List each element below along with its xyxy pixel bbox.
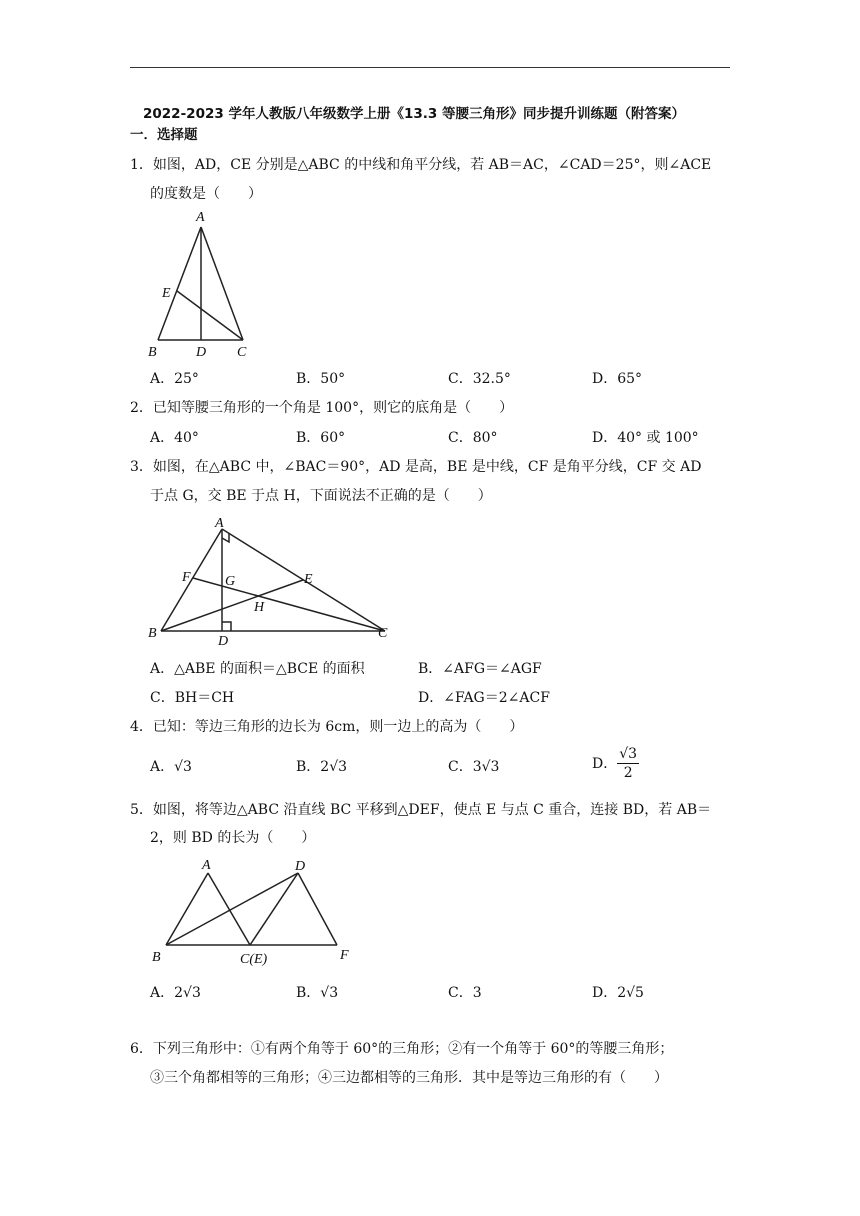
q3-right-angle-d bbox=[222, 622, 231, 631]
q1-option-d: D．65° bbox=[592, 371, 643, 387]
q5-option-c: C．3 bbox=[448, 985, 482, 1001]
q2-option-a: A．40° bbox=[150, 430, 199, 446]
fraction-numerator: √3 bbox=[619, 746, 638, 762]
q4-option-d-letter: D． bbox=[592, 755, 618, 772]
q6-stem-line1: 6．下列三角形中：①有两个角等于 60°的三角形；②有一个角等于 60°的等腰三角形； bbox=[130, 1041, 674, 1057]
q3-option-d: D．∠FAG＝2∠ACF bbox=[418, 690, 550, 706]
q3-figure bbox=[140, 512, 410, 652]
q1-stem-line2: 的度数是（ ） bbox=[150, 186, 262, 202]
q2-option-d: D．40° 或 100° bbox=[592, 430, 699, 446]
q3-label-a: A bbox=[215, 516, 224, 531]
q1-label-a: A bbox=[196, 210, 205, 225]
q4-option-d bbox=[592, 745, 639, 782]
q5-option-d: D．2√5 bbox=[592, 985, 644, 1001]
q5-segment-bd bbox=[166, 873, 298, 945]
q5-side-ed bbox=[250, 873, 298, 945]
q1-label-b: B bbox=[148, 345, 157, 360]
q5-side-df bbox=[298, 873, 337, 945]
q3-stem-line1: 3．如图，在△ABC 中，∠BAC＝90°，AD 是高，BE 是中线，CF 是角平分线，CF 交 AD bbox=[130, 459, 702, 475]
q5-option-b: B．√3 bbox=[296, 985, 339, 1001]
q3-stem-line2: 于点 G，交 BE 于点 H，下面说法不正确的是（ ） bbox=[150, 488, 492, 504]
q1-side-ab bbox=[158, 227, 201, 340]
q3-label-b: B bbox=[148, 626, 157, 641]
q3-label-f: F bbox=[182, 570, 191, 585]
q3-option-b: B．∠AFG＝∠AGF bbox=[418, 661, 542, 677]
q3-label-g: G bbox=[225, 574, 236, 589]
q5-label-b: B bbox=[152, 950, 161, 965]
q3-label-h: H bbox=[254, 600, 265, 615]
q3-label-c: C bbox=[378, 626, 388, 641]
q2-option-c: C．80° bbox=[448, 430, 498, 446]
q3-option-a: A．△ABE 的面积＝△BCE 的面积 bbox=[150, 661, 365, 677]
q5-figure bbox=[140, 853, 370, 968]
q4-option-b: B．2√3 bbox=[296, 759, 348, 775]
q4-option-d-fraction bbox=[617, 745, 639, 782]
q6-stem-line2: ③三个角都相等的三角形；④三边都相等的三角形．其中是等边三角形的有（ ） bbox=[150, 1070, 668, 1086]
q5-side-ac bbox=[208, 873, 250, 945]
q2-stem-line1: 2．已知等腰三角形的一个角是 100°，则它的底角是（ ） bbox=[130, 400, 514, 416]
q5-option-a: A．2√3 bbox=[150, 985, 201, 1001]
q3-right-angle-a bbox=[222, 533, 229, 542]
q5-stem-line2: 2，则 BD 的长为（ ） bbox=[150, 830, 316, 846]
q1-stem-line1: 1．如图，AD，CE 分别是△ABC 的中线和角平分线，若 AB＝AC，∠CAD＝25°，则∠ACE bbox=[130, 157, 712, 173]
q4-option-a: A．√3 bbox=[150, 759, 192, 775]
q4-option-c: C．3√3 bbox=[448, 759, 500, 775]
q1-side-ac bbox=[201, 227, 243, 340]
q1-option-b: B．50° bbox=[296, 371, 346, 387]
q1-option-c: C．32.5° bbox=[448, 371, 511, 387]
q5-label-f: F bbox=[340, 948, 349, 963]
q5-label-d: D bbox=[295, 859, 306, 874]
q3-side-ab bbox=[161, 529, 222, 631]
q5-stem-line1: 5．如图，将等边△ABC 沿直线 BC 平移到△DEF，使点 E 与点 C 重合，连接 BD，若 AB＝ bbox=[130, 802, 712, 818]
fraction-denominator: 2 bbox=[623, 765, 633, 781]
q3-option-c: C．BH＝CH bbox=[150, 690, 235, 706]
section-heading: 一．选择题 bbox=[130, 127, 198, 143]
q1-label-d: D bbox=[196, 345, 207, 360]
q5-label-ce: C(E) bbox=[240, 952, 268, 967]
q3-label-d: D bbox=[218, 634, 229, 649]
q1-option-a: A．25° bbox=[150, 371, 199, 387]
page-title: 2022-2023 学年人教版八年级数学上册《13.3 等腰三角形》同步提升训练题（附答案） bbox=[143, 106, 685, 122]
q5-label-a: A bbox=[202, 858, 211, 873]
q4-stem-line1: 4．已知：等边三角形的边长为 6cm，则一边上的高为（ ） bbox=[130, 719, 524, 735]
q2-option-b: B．60° bbox=[296, 430, 346, 446]
header-rule bbox=[130, 67, 730, 68]
q1-label-c: C bbox=[237, 345, 247, 360]
q1-figure bbox=[140, 205, 270, 365]
q3-label-e: E bbox=[304, 572, 313, 587]
q1-label-e: E bbox=[162, 286, 171, 301]
